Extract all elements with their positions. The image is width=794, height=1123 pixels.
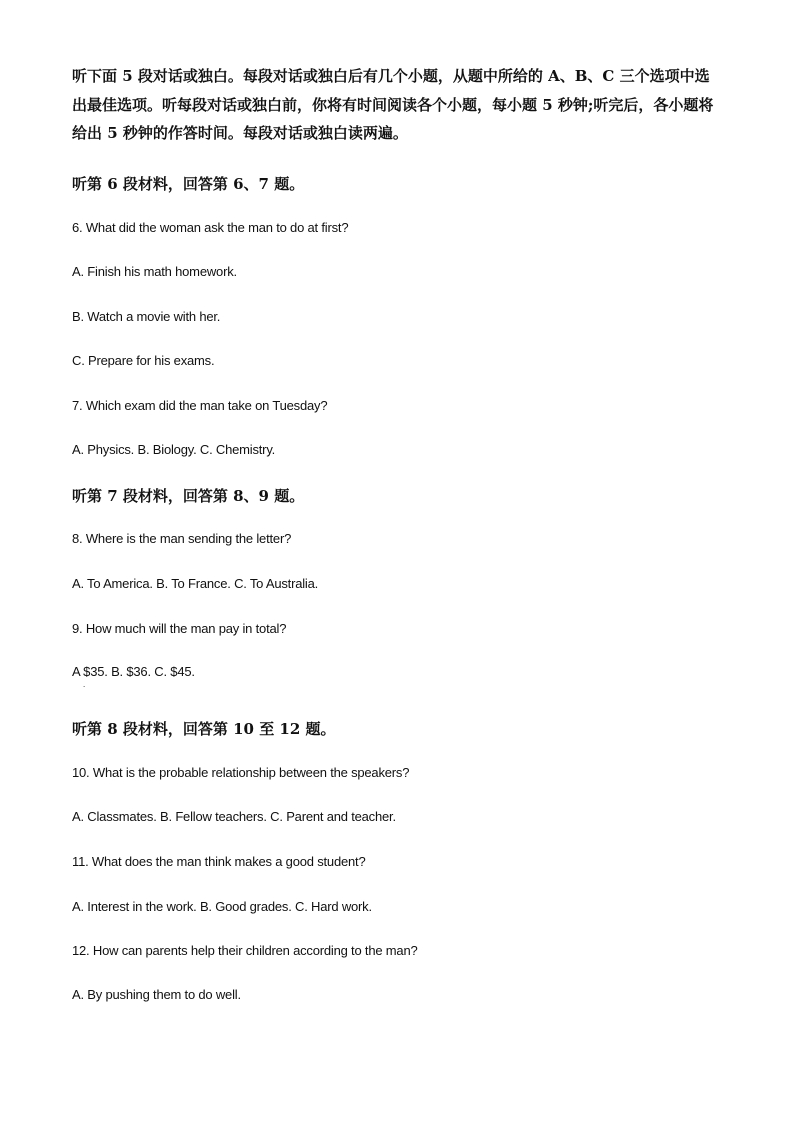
stray-mark: . xyxy=(83,680,86,689)
question-12: 12. How can parents help their children according to the man? xyxy=(72,943,418,958)
question-6: 6. What did the woman ask the man to do at first? xyxy=(72,220,349,235)
question-11: 11. What does the man think makes a good student? xyxy=(72,854,366,869)
question-7: 7. Which exam did the man take on Tuesday? xyxy=(72,398,328,413)
question-9: 9. How much will the man pay in total? xyxy=(72,621,287,636)
question-8: 8. Where is the man sending the letter? xyxy=(72,531,292,546)
instructions-paragraph: 听下面 5 段对话或独白。每段对话或独白后有几个小题，从题中所给的 A、B、C 三个选项中选出最佳选项。听每段对话或独白前，你将有时间阅读各个小题，每小题 5 秒钟;听完后，各小题将给出 5 秒钟的作答时间。每段对话或独白读两遍。 xyxy=(72,67,714,142)
section-heading-8: 听第 8 段材料，回答第 10 至 12 题。 xyxy=(72,720,336,738)
question-10: 10. What is the probable relationship between the speakers? xyxy=(72,765,410,780)
document-page xyxy=(72,62,722,1002)
option-6c: C. Prepare for his exams. xyxy=(72,353,215,368)
options-8: A. To America. B. To France. C. To Australia. xyxy=(72,576,319,591)
options-10: A. Classmates. B. Fellow teachers. C. Parent and teacher. xyxy=(72,809,396,824)
option-6b: B. Watch a movie with her. xyxy=(72,309,221,324)
option-12a: A. By pushing them to do well. xyxy=(72,987,241,1002)
options-7: A. Physics. B. Biology. C. Chemistry. xyxy=(72,442,276,457)
option-6a: A. Finish his math homework. xyxy=(72,264,237,279)
section-heading-7: 听第 7 段材料，回答第 8、9 题。 xyxy=(72,487,305,505)
options-11: A. Interest in the work. B. Good grades. C. Hard work. xyxy=(72,899,372,914)
options-9: A $35. B. $36. C. $45. xyxy=(72,664,195,679)
section-heading-6: 听第 6 段材料，回答第 6、7 题。 xyxy=(72,175,305,193)
